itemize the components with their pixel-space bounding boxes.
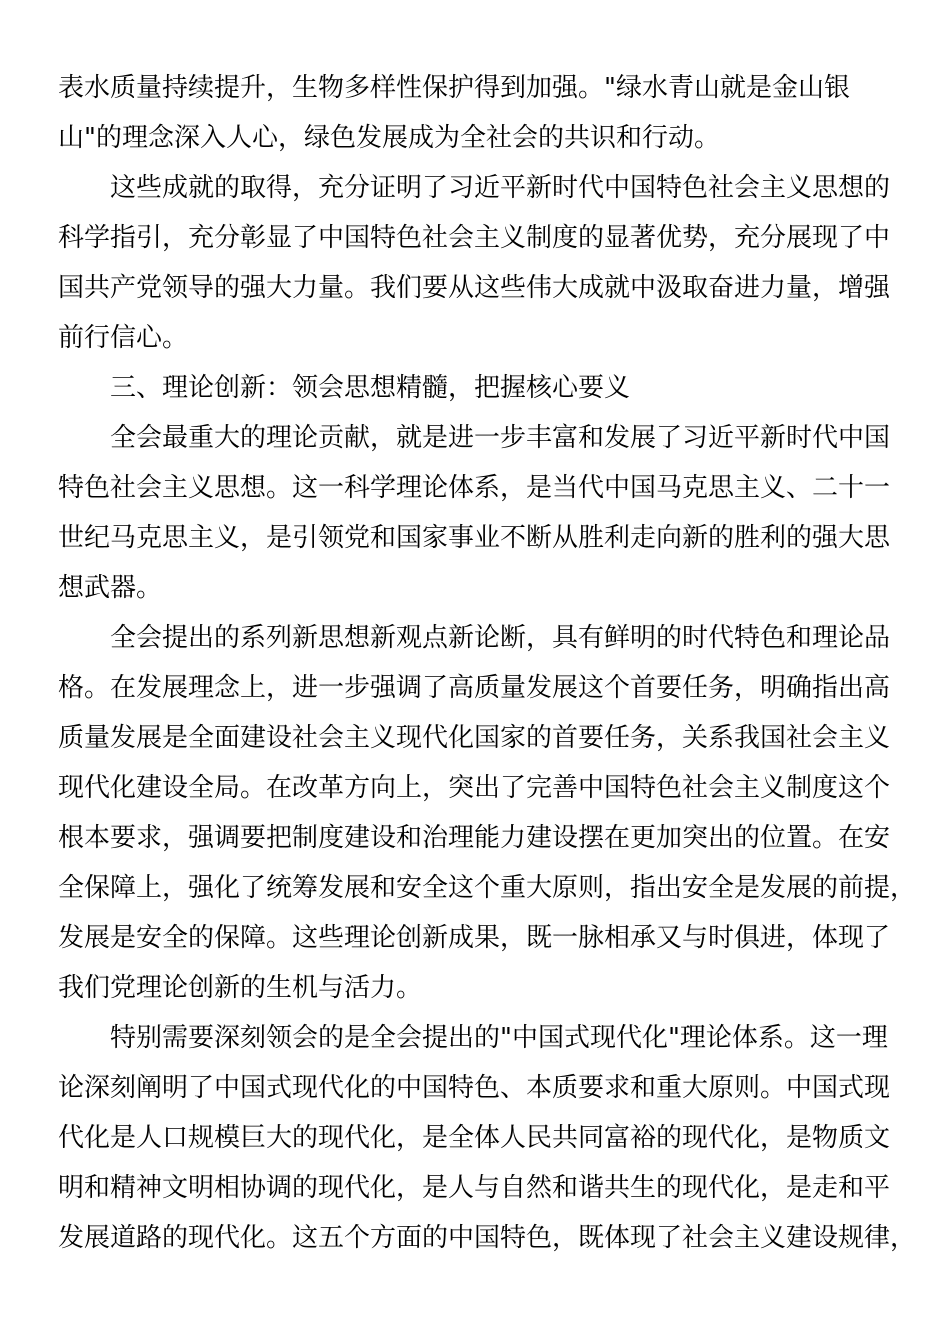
text-line: 特别需要深刻领会的是全会提出的"中国式现代化"理论体系。这一理: [110, 1023, 888, 1053]
document-page: [58, 63, 918, 1263]
text-line: 国共产党领导的强大力量。我们要从这些伟大成就中汲取奋进力量，增强: [58, 273, 891, 303]
paragraph-chinese-modernization: [58, 1013, 918, 1263]
section-heading: [58, 363, 918, 413]
text-line: 格。在发展理念上，进一步强调了高质量发展这个首要任务，明确指出高: [58, 673, 891, 703]
text-line: 根本要求，强调要把制度建设和治理能力建设摆在更加突出的位置。在安: [58, 823, 891, 853]
text-line: 发展是安全的保障。这些理论创新成果，既一脉相承又与时俱进，体现了: [58, 923, 891, 953]
text-line: 现代化建设全局。在改革方向上，突出了完善中国特色社会主义制度这个: [58, 773, 891, 803]
text-line: 全会最重大的理论贡献，就是进一步丰富和发展了习近平新时代中国: [110, 423, 891, 453]
text-line: 发展道路的现代化。这五个方面的中国特色，既体现了社会主义建设规律，: [58, 1223, 917, 1253]
text-line: 论深刻阐明了中国式现代化的中国特色、本质要求和重大原则。中国式现: [58, 1073, 891, 1103]
text-line: 表水质量持续提升，生物多样性保护得到加强。"绿水青山就是金山银: [58, 73, 850, 103]
text-line: 明和精神文明相协调的现代化，是人与自然和谐共生的现代化，是走和平: [58, 1173, 891, 1203]
text-line: 前行信心。: [58, 323, 189, 353]
text-line: 山"的理念深入人心，绿色发展成为全社会的共识和行动。: [58, 123, 720, 153]
paragraph-new-ideas: [58, 613, 918, 1013]
paragraph-continuation: [58, 63, 918, 163]
text-line: 全会提出的系列新思想新观点新论断，具有鲜明的时代特色和理论品: [110, 623, 891, 653]
text-line: 我们党理论创新的生机与活力。: [58, 973, 423, 1003]
text-line: 这些成就的取得，充分证明了习近平新时代中国特色社会主义思想的: [110, 173, 891, 203]
text-line: 代化是人口规模巨大的现代化，是全体人民共同富裕的现代化，是物质文: [58, 1123, 891, 1153]
paragraph-achievements: [58, 163, 918, 363]
text-line: 全保障上，强化了统筹发展和安全这个重大原则，指出安全是发展的前提，: [58, 873, 917, 903]
text-line: 科学指引，充分彰显了中国特色社会主义制度的显著优势，充分展现了中: [58, 223, 891, 253]
text-line: 特色社会主义思想。这一科学理论体系，是当代中国马克思主义、二十一: [58, 473, 891, 503]
text-line: 三、理论创新：领会思想精髓，把握核心要义: [110, 373, 631, 403]
text-line: 世纪马克思主义，是引领党和国家事业不断从胜利走向新的胜利的强大思: [58, 523, 891, 553]
text-line: 想武器。: [58, 573, 163, 603]
text-line: 质量发展是全面建设社会主义现代化国家的首要任务，关系我国社会主义: [58, 723, 891, 753]
paragraph-theory-contribution: [58, 413, 918, 613]
